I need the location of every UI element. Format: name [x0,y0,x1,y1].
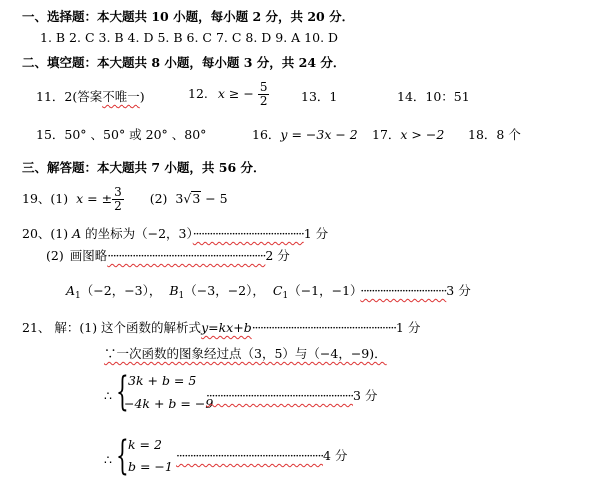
q21-system2-score: ·····················································4 分 [176,448,348,463]
q20-part3: $A_1(-2$，−3）， $B_1(-3$，−2）， $C_1(-1$，−1） ·······························3 分 [66,283,471,301]
q21-eq4: b = −1 [128,459,173,474]
q21-part1: 21、 解：(1) 这个函数的解析式y=kx+b····················································1 分 [22,320,421,335]
q20-part1: 20、(1) A 的坐标为（−2，3）········································1 分 [22,226,329,241]
q16-answer: 16．y = −3x − 2 [252,127,358,142]
q12-answer: 12. x ≥ − $\frac{5}{2}$ [188,80,268,108]
q21-eq2: −4k + b = −9 [124,396,214,411]
q21-system1-score: ·····················································3 分 [206,388,378,403]
q21-eq1: 3k + b = 5 [128,373,197,388]
q19-answer: 19、(1) x = ± $\frac{3}{2}$ (2) 3√3 − 5 [22,185,228,213]
brace-2: { [116,433,129,479]
section-3-title: 三、解答题：本大题共 7 小题，共 56 分． [22,160,266,175]
therefore-2: ∴ [104,452,112,467]
section-1-answers: 1. B 2. C 3. B 4. D 5. B 6. C 7. C 8. D 9. A 10. D [40,30,339,45]
q21-given: ∵一次函数的图象经过点（3，5）与（−4，−9)． [104,346,387,361]
q13-answer: 13．1 [301,89,338,104]
q17-answer: 17．x > −2 [372,127,445,142]
section-1-title: 一、选择题：本大题共 10 小题，每小题 2 分，共 20 分． [22,9,355,24]
section-2-title: 二、填空题：本大题共 8 小题，每小题 3 分，共 24 分． [22,55,346,70]
therefore-1: ∴ [104,388,112,403]
q14-answer: 14．10：51 [397,89,470,104]
q21-eq3: k = 2 [128,437,162,452]
q20-part2: (2) 画图略·························································2 分 [46,248,290,263]
q18-answer: 18．8 个 [468,127,521,142]
q15-answer: 15．50° 、50° 或 20° 、80° [36,127,207,142]
brace-1: { [116,369,129,415]
q11-answer: 11．2(答案不唯一) [36,89,145,104]
